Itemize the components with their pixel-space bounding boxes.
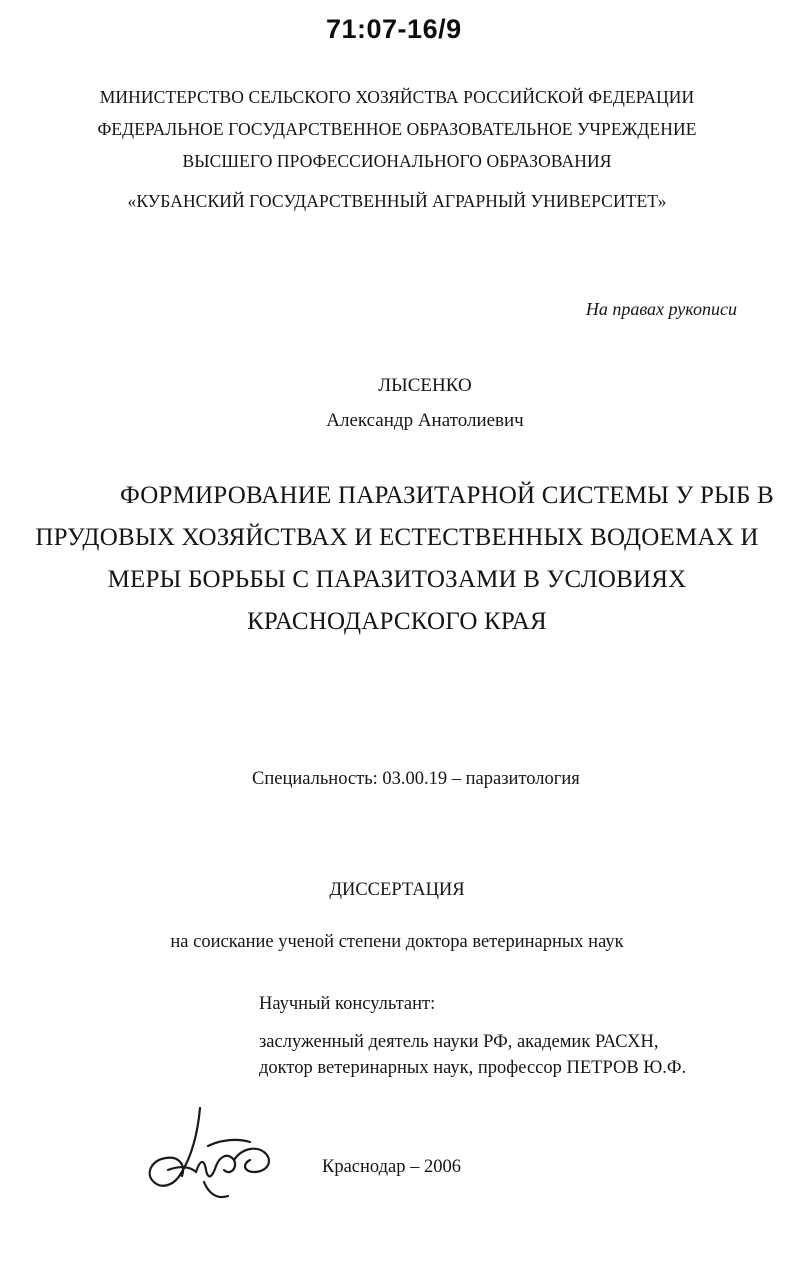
- institution-line-federal: ФЕДЕРАЛЬНОЕ ГОСУДАРСТВЕННОЕ ОБРАЗОВАТЕЛЬНОЕ УЧРЕЖДЕНИЕ: [97, 119, 697, 139]
- author-name: Александр Анатолиевич: [326, 410, 524, 431]
- consultant-titles: заслуженный деятель науки РФ, академик РАСХН,: [259, 1032, 659, 1052]
- title-line-1: ФОРМИРОВАНИЕ ПАРАЗИТАРНОЙ СИСТЕМЫ У РЫБ В: [120, 482, 774, 509]
- manuscript-note: На правах рукописи: [585, 299, 737, 319]
- title-line-3: МЕРЫ БОРЬБЫ С ПАРАЗИТОЗАМИ В УСЛОВИЯХ: [107, 566, 687, 593]
- institution-line-ministry: МИНИСТЕРСТВО СЕЛЬСКОГО ХОЗЯЙСТВА РОССИЙСКОЙ ФЕДЕРАЦИИ: [99, 87, 695, 107]
- work-type: ДИССЕРТАЦИЯ: [329, 880, 465, 900]
- title-line-2: ПРУДОВЫХ ХОЗЯЙСТВАХ И ЕСТЕСТВЕННЫХ ВОДОЕМАХ И: [35, 524, 759, 551]
- consultant-name: доктор ветеринарных наук, профессор ПЕТРОВ Ю.Ф.: [259, 1058, 687, 1078]
- institution-line-higher-education: ВЫСШЕГО ПРОФЕССИОНАЛЬНОГО ОБРАЗОВАНИЯ: [182, 151, 612, 171]
- institution-line-university: «КУБАНСКИЙ ГОСУДАРСТВЕННЫЙ АГРАРНЫЙ УНИВЕРСИТЕТ»: [127, 191, 667, 211]
- signature-image: [138, 1100, 288, 1210]
- title-line-4: КРАСНОДАРСКОГО КРАЯ: [247, 608, 547, 635]
- degree-line: на соискание ученой степени доктора ветеринарных наук: [170, 932, 624, 952]
- registry-code: 71:07-16/9: [326, 14, 462, 44]
- specialty: Специальность: 03.00.19 – паразитология: [252, 769, 580, 789]
- place-year: Краснодар – 2006: [322, 1157, 462, 1177]
- author-surname: ЛЫСЕНКО: [378, 375, 472, 396]
- consultant-label: Научный консультант:: [259, 994, 436, 1014]
